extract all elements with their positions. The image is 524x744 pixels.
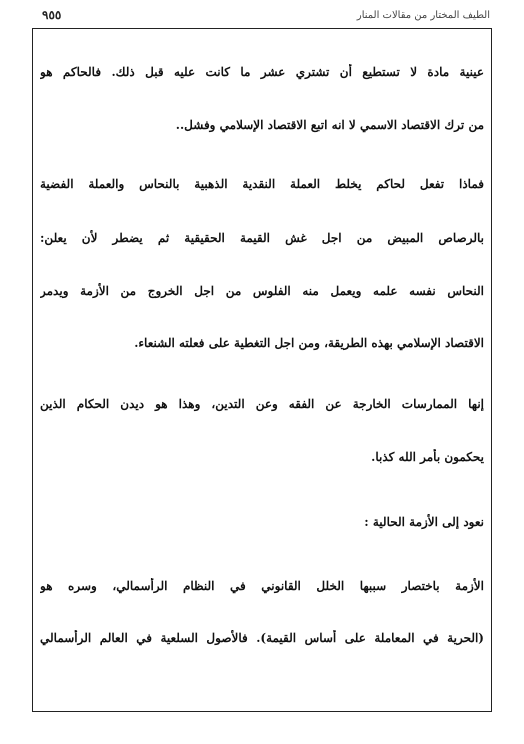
text-line: عينية مادة لا تستطيع أن تشتري عشر ما كانت عليه قبل ذلك. فالحاكم هو (40, 65, 484, 79)
text-line: (الحرية في المعاملة على أساس القيمة). فالأصول السلعية في العالم الرأسمالي (40, 631, 484, 645)
text-line: فماذا تفعل لحاكم يخلط العملة النقدية الذهبية بالنحاس والعملة الفضية (40, 177, 484, 191)
text-line: يحكمون بأمر الله كذبا. (371, 450, 484, 464)
text-line: بالرصاص المبيض من اجل غش القيمة الحقيقية ثم يضطر لأن يعلن: (40, 231, 484, 245)
text-line: الأزمة باختصار سببها الخلل القانوني في النظام الرأسمالي، وسره هو (40, 579, 484, 593)
page-header (34, 8, 490, 28)
text-line: إنها الممارسات الخارجة عن الفقه وعن التدين، وهذا هو ديدن الحكام الذين (40, 397, 484, 411)
book-title: الطيف المختار من مقالات المنار (356, 10, 490, 21)
section-heading: نعود إلى الأزمة الحالية : (364, 515, 484, 529)
text-line: الاقتصاد الإسلامي بهذه الطريقة، ومن اجل التغطية على فعلته الشنعاء. (134, 336, 484, 350)
text-line: النحاس نفسه علمه ويعمل منه الفلوس من اجل الخروج من الأزمة ويدمر (40, 284, 484, 298)
text-line: من ترك الاقتصاد الاسمي لا انه اتبع الاقتصاد الإسلامي وفشل.. (175, 118, 484, 132)
page-number: ٩٥٥ (42, 8, 62, 22)
